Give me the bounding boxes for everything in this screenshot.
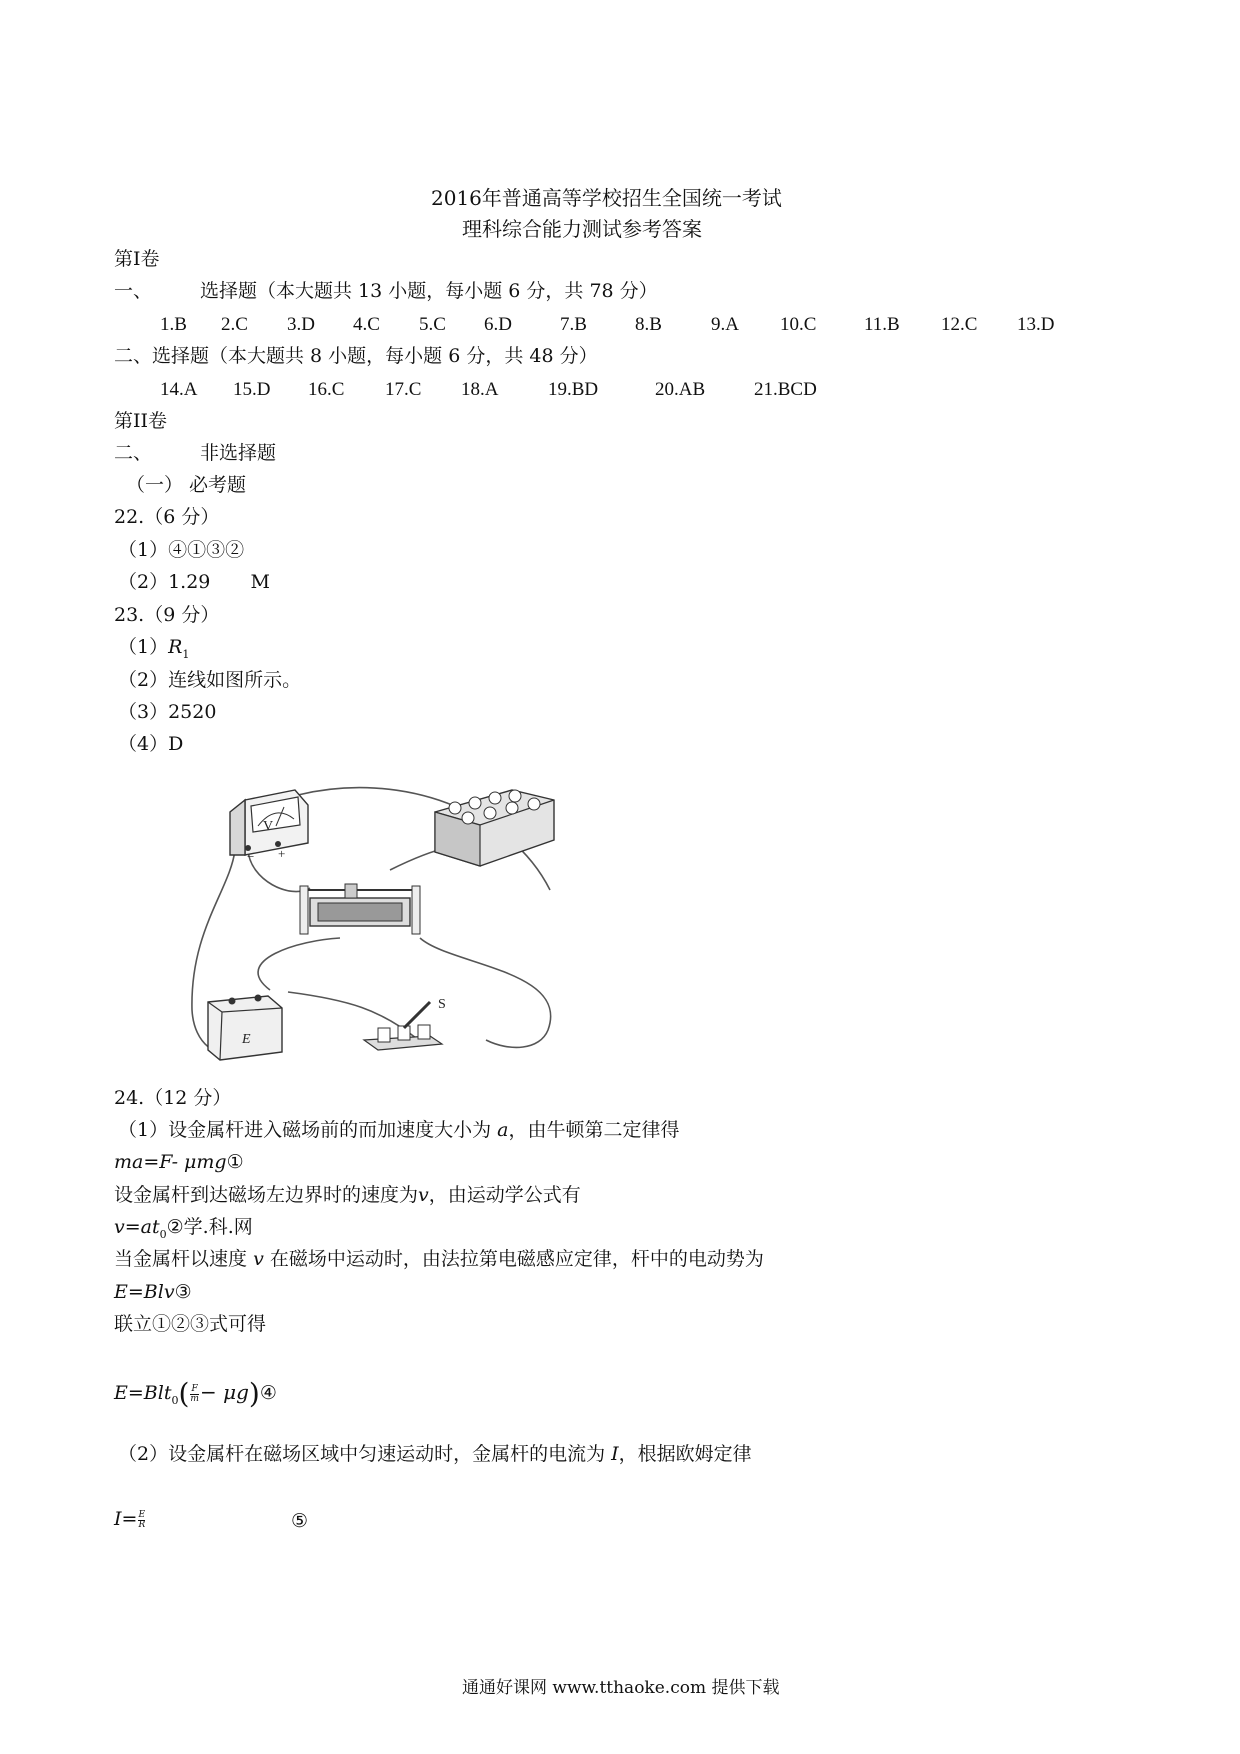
answer-11: 11.B (864, 314, 900, 335)
q24-equation-2-sub: 0 (159, 1227, 167, 1241)
wire-rheostat-to-battery (258, 938, 340, 990)
q23-answer-1-var: R (168, 636, 183, 658)
q24-equation-5 (114, 1510, 146, 1530)
wire-rheostat-to-switch (420, 938, 551, 1047)
part2-section-number: 二、 (114, 442, 153, 464)
switch-label: S (438, 997, 446, 1012)
resistance-box-icon (435, 790, 554, 866)
answer-15: 15.D (233, 379, 271, 400)
q24-paragraph-4: 联立①②③式可得 (114, 1313, 267, 1335)
answer-7: 7.B (560, 314, 587, 335)
part2-subsection: （一） 必考题 (126, 474, 247, 496)
q24-paragraph-3 (114, 1250, 764, 1269)
q24-equation-1-body: ma=F- μmg (114, 1151, 227, 1173)
q24-paragraph-5-end: ，根据欧姆定律 (618, 1443, 752, 1465)
q23-answer-4: （4）D (118, 733, 184, 755)
q24-equation-4-body: E=Blt (114, 1382, 172, 1404)
answer-8: 8.B (635, 314, 662, 335)
q24-equation-4-paren-close: ) (248, 1377, 260, 1410)
answer-16: 16.C (308, 379, 345, 400)
q24-paragraph-2-text: 设金属杆到达磁场左边界时的速度为 (114, 1184, 419, 1206)
answer-20: 20.AB (655, 379, 706, 400)
q24-equation-3-body: E=Blv (114, 1281, 175, 1303)
q24-equation-5-mark: ⑤ (291, 1510, 309, 1532)
q22-heading: 22.（6 分） (114, 506, 220, 528)
q24-equation-4-sub: 0 (171, 1393, 179, 1407)
part1-label: 第Ⅰ卷 (114, 248, 160, 270)
q24-equation-3 (114, 1283, 192, 1302)
document-title-line1: 2016年普通高等学校招生全国统一考试 (431, 186, 782, 210)
answer-19: 19.BD (548, 379, 599, 400)
q24-equation-5-denominator: R (138, 1519, 146, 1530)
section2-title: 二、选择题（本大题共 8 小题，每小题 6 分，共 48 分） (114, 345, 598, 367)
q23-answer-3: （3）2520 (118, 701, 217, 723)
q24-equation-2 (114, 1218, 253, 1240)
answer-18: 18.A (461, 379, 499, 400)
part2-label: 第II卷 (114, 410, 168, 432)
q22-answer-1: （1）④①③② (118, 539, 245, 561)
q23-answer-2: （2）连线如图所示。 (118, 669, 302, 691)
q24-equation-4-tail: − μg (199, 1380, 249, 1404)
q24-paragraph-3-text: 当金属杆以速度 (114, 1248, 248, 1270)
answer-6: 6.D (484, 314, 512, 335)
answer-17: 17.C (385, 379, 422, 400)
answer-12: 12.C (941, 314, 978, 335)
voltmeter-plus-label: + (278, 846, 286, 861)
q24-equation-4-fraction (190, 1385, 199, 1404)
answer-9: 9.A (711, 314, 739, 335)
section1-number: 一、 (114, 280, 153, 302)
q23-answer-1-label: （1） (118, 636, 169, 658)
q23-answer-1-sub: 1 (182, 647, 190, 661)
q24-equation-1 (114, 1153, 244, 1172)
switch-icon (364, 1002, 442, 1050)
part2-section-title: 非选择题 (200, 442, 277, 464)
voltmeter-label: V (263, 819, 274, 834)
q24-paragraph-5-text: （2）设金属杆在磁场区域中匀速运动时，金属杆的电流为 (118, 1443, 606, 1465)
battery-label: E (242, 1032, 251, 1047)
q24-equation-5-fraction (138, 1511, 145, 1530)
q24-equation-3-mark: ③ (174, 1281, 192, 1303)
answer-4: 4.C (353, 314, 380, 335)
q24-equation-5-body: I= (114, 1508, 138, 1530)
q24-paragraph-3-end: 在磁场中运动时，由法拉第电磁感应定律，杆中的电动势为 (269, 1248, 764, 1270)
circuit-diagram (150, 770, 590, 1070)
q24-paragraph-2-end: ，由运动学公式有 (428, 1184, 581, 1206)
q24-paragraph-1-var: a (497, 1119, 509, 1141)
q24-equation-4 (114, 1377, 277, 1410)
q24-equation-1-mark: ① (226, 1151, 244, 1173)
q22-answer-2-letter: M (250, 571, 270, 593)
q24-paragraph-3-var: v (253, 1248, 264, 1270)
battery-icon (208, 995, 282, 1061)
q24-equation-2-mark: ②学.科.网 (166, 1216, 253, 1238)
document-title-line2: 理科综合能力测试参考答案 (462, 217, 702, 241)
answer-3: 3.D (287, 314, 315, 335)
q24-equation-2-body: v=at (114, 1216, 160, 1238)
answer-5: 5.C (419, 314, 446, 335)
q24-equation-4-paren-open: ( (178, 1377, 190, 1410)
wire-battery-to-switch (288, 992, 416, 1038)
q24-paragraph-1-text: （1）设金属杆进入磁场前的而加速度大小为 (118, 1119, 492, 1141)
q22-answer-2-value: （2）1.29 (118, 571, 211, 593)
answer-14: 14.A (160, 379, 198, 400)
answer-21: 21.BCD (754, 379, 817, 400)
rheostat-icon (300, 884, 420, 934)
q24-paragraph-5 (118, 1445, 752, 1464)
answer-1: 1.B (160, 314, 187, 335)
q24-paragraph-1 (118, 1121, 679, 1140)
q24-equation-4-mark: ④ (259, 1382, 277, 1404)
q24-equation-4-numerator: F (191, 1383, 198, 1394)
q24-heading: 24.（12 分） (114, 1087, 232, 1109)
q24-equation-5-numerator: E (138, 1509, 146, 1520)
footer-text: 通通好课网 www.tthaoke.com 提供下载 (462, 1678, 780, 1698)
q24-paragraph-1-end: ，由牛顿第二定律得 (508, 1119, 680, 1141)
q22-answer-2 (118, 573, 270, 592)
section1-title: 选择题（本大题共 13 小题，每小题 6 分，共 78 分） (200, 280, 658, 302)
q24-paragraph-5-var: I (611, 1443, 619, 1465)
answer-10: 10.C (780, 314, 817, 335)
q24-equation-4-denominator: m (190, 1393, 199, 1404)
q24-paragraph-2-var: v (418, 1184, 429, 1206)
q23-heading: 23.（9 分） (114, 604, 220, 626)
voltmeter-minus-label: − (247, 849, 255, 864)
answer-13: 13.D (1017, 314, 1055, 335)
q23-answer-1 (118, 638, 189, 660)
answer-2: 2.C (221, 314, 248, 335)
q24-paragraph-2 (114, 1186, 581, 1205)
